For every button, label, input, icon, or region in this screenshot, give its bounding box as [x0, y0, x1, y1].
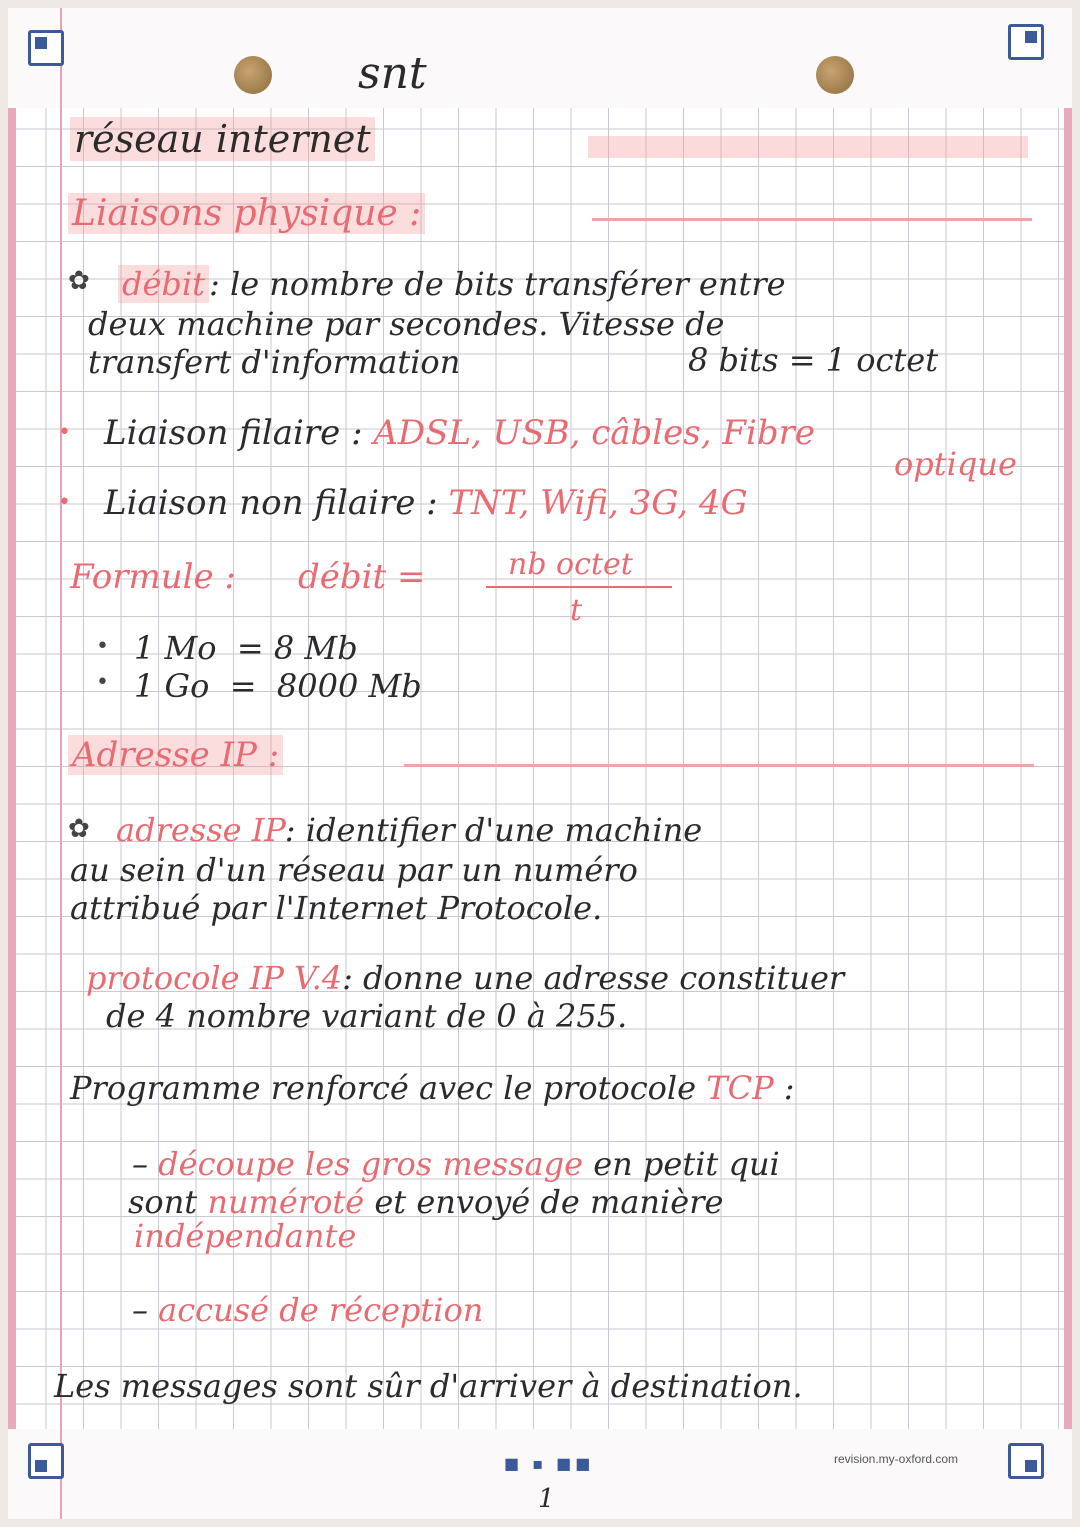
bullet-icon: •: [96, 670, 109, 695]
section-heading-liaisons: Liaisons physique :: [68, 196, 425, 232]
flower-bullet-icon: ✿: [68, 814, 90, 844]
heading-rule: [592, 218, 1032, 221]
bullet-icon: •: [58, 490, 71, 515]
debit-term: débit: [118, 265, 209, 303]
subject-title: snt: [358, 48, 427, 99]
fraction-bar: [486, 586, 672, 588]
formula-lhs: débit =: [298, 557, 426, 597]
conversion-row: 1 Mo = 8 Mb: [134, 629, 358, 667]
page-number: 1: [538, 1484, 555, 1514]
tcp-item1-line1: – découpe les gros message en petit qui: [132, 1145, 780, 1183]
liaison-non-filaire: Liaison non filaire : TNT, Wifi, 3G, 4G: [104, 483, 748, 523]
flower-bullet-icon: ✿: [68, 266, 90, 296]
binder-hole-icon: [234, 56, 272, 94]
liaison-filaire: Liaison filaire : ADSL, USB, câbles, Fibre: [104, 413, 815, 453]
conversion-row: 1 Go = 8000 Mb: [134, 667, 422, 705]
tcp-item1-line3: indépendante: [134, 1217, 357, 1255]
section-heading-adresse-ip: Adresse IP :: [68, 738, 283, 772]
page-top-band: [8, 8, 1072, 108]
title-highlight: [588, 136, 1028, 158]
debit-definition-line1: débit : le nombre de bits transférer entre: [118, 268, 786, 300]
formula-denominator: t: [570, 593, 583, 628]
heading-rule: [404, 764, 1034, 767]
corner-marker-icon: [1008, 24, 1044, 60]
notebook-page: [8, 8, 1072, 1519]
octet-note: 8 bits = 1 octet: [688, 341, 939, 379]
formula-label: Formule :: [70, 557, 236, 597]
liaison-filaire-cont: optique: [894, 445, 1017, 483]
margin-line: [60, 8, 62, 1519]
footer-dots-icon: ■ ▪ ■■: [504, 1454, 595, 1473]
footer-site: revision.my-oxford.com: [834, 1452, 959, 1466]
bullet-icon: •: [96, 634, 109, 659]
ip-definition-line1: adresse IP: identifier d'une machine: [116, 811, 703, 849]
ip-definition-line3: attribué par l'Internet Protocole.: [70, 889, 603, 927]
corner-marker-icon: [28, 1443, 64, 1479]
ipv4-line2: de 4 nombre variant de 0 à 255.: [106, 997, 628, 1035]
tcp-intro: Programme renforcé avec le protocole TCP :: [70, 1069, 795, 1107]
corner-marker-icon: [1008, 1443, 1044, 1479]
formula-numerator: nb octet: [508, 547, 633, 582]
corner-marker-icon: [28, 30, 64, 66]
ipv4-line1: protocole IP V.4: donne une adresse constituer: [86, 959, 845, 997]
binder-hole-icon: [816, 56, 854, 94]
page-title: réseau internet: [70, 120, 375, 158]
debit-definition-line2: deux machine par secondes. Vitesse de: [88, 305, 725, 343]
ip-definition-line2: au sein d'un réseau par un numéro: [70, 851, 638, 889]
tcp-item1-line2: sont numéroté et envoyé de manière: [128, 1183, 724, 1221]
bullet-icon: •: [58, 420, 71, 445]
conclusion: Les messages sont sûr d'arriver à destination.: [54, 1367, 803, 1405]
tcp-item2: – accusé de réception: [132, 1291, 484, 1329]
debit-definition-line3: transfert d'information: [88, 343, 461, 381]
